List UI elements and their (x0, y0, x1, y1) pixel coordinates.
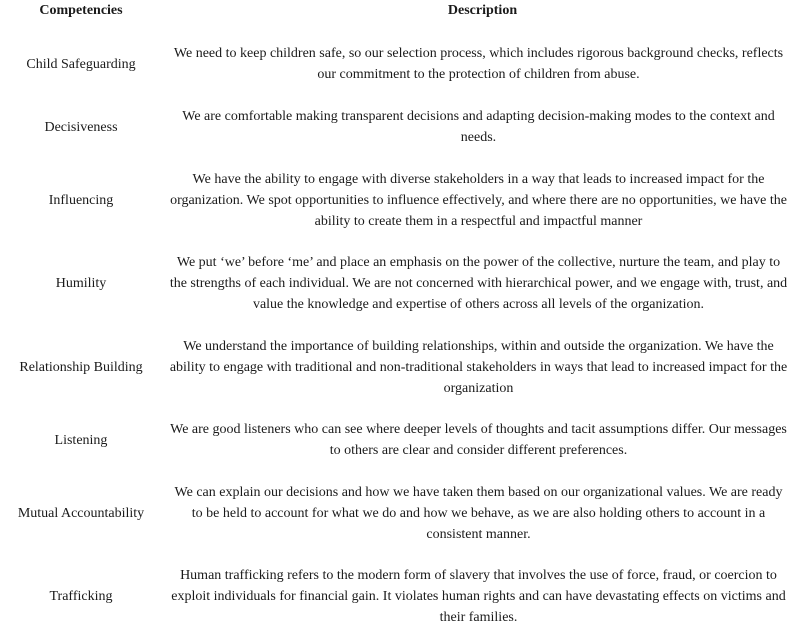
table-header-row (0, 0, 803, 22)
competency-description: We are comfortable making transparent decisions and adapting decision-making modes to the context and needs. (182, 109, 775, 145)
competency-name: Mutual Accountability (17, 505, 145, 521)
competency-description: We need to keep children safe, so our selection process, which includes rigorous background checks, reflects our commitment to the protection of children from abuse. (173, 46, 784, 82)
competency-description: We are good listeners who can see where deeper levels of thoughts and tacit assumptions differ. Our messages to others are clear and consider different preferences. (170, 422, 787, 458)
table-row (0, 565, 803, 628)
competency-description: We have the ability to engage with diverse stakeholders in a way that leads to increased impact for the organization. We spot opportunities to influence effectively, and where there are no opportunities, we have the ability to create them in a respectful and impactful manner (170, 171, 787, 229)
competency-description: We put ‘we’ before ‘me’ and place an emphasis on the power of the collective, nurture the team, and play to the strengths of each individual. We are not concerned with hierarchical power, and we engage with, trust, and value the knowledge and expertise of others across all levels of the organization. (169, 255, 788, 312)
table-row (0, 252, 803, 315)
header-description: Description (447, 3, 518, 18)
competency-description: We understand the importance of building relationships, within and outside the organization. We have the ability to engage with traditional and non-traditional stakeholders in ways that lead to increased impact for the organization (169, 338, 788, 396)
competency-name: Decisiveness (44, 119, 118, 135)
competency-description: We can explain our decisions and how we have taken them based on our organizational values. We are ready to be held to account for what we do and how we behave, as we are also holding others to account in a consistent manner. (174, 484, 783, 542)
table-row (0, 106, 803, 148)
competency-name: Influencing (48, 192, 114, 208)
table-row (0, 315, 803, 419)
competency-name: Humility (55, 276, 107, 291)
table-row (0, 22, 803, 106)
competency-description: Human trafficking refers to the modern form of slavery that involves the use of force, fraud, or coercion to exploit individuals for financial gain. It violates human rights and can have devastating effects on victims and their families. (171, 568, 786, 625)
competency-name: Child Safeguarding (26, 56, 136, 72)
competency-name: Listening (54, 432, 108, 448)
header-competencies: Competencies (39, 3, 123, 18)
competency-name: Trafficking (49, 589, 113, 604)
table-row (0, 461, 803, 565)
competency-name: Relationship Building (19, 359, 143, 375)
table-row (0, 148, 803, 252)
table-row (0, 419, 803, 461)
